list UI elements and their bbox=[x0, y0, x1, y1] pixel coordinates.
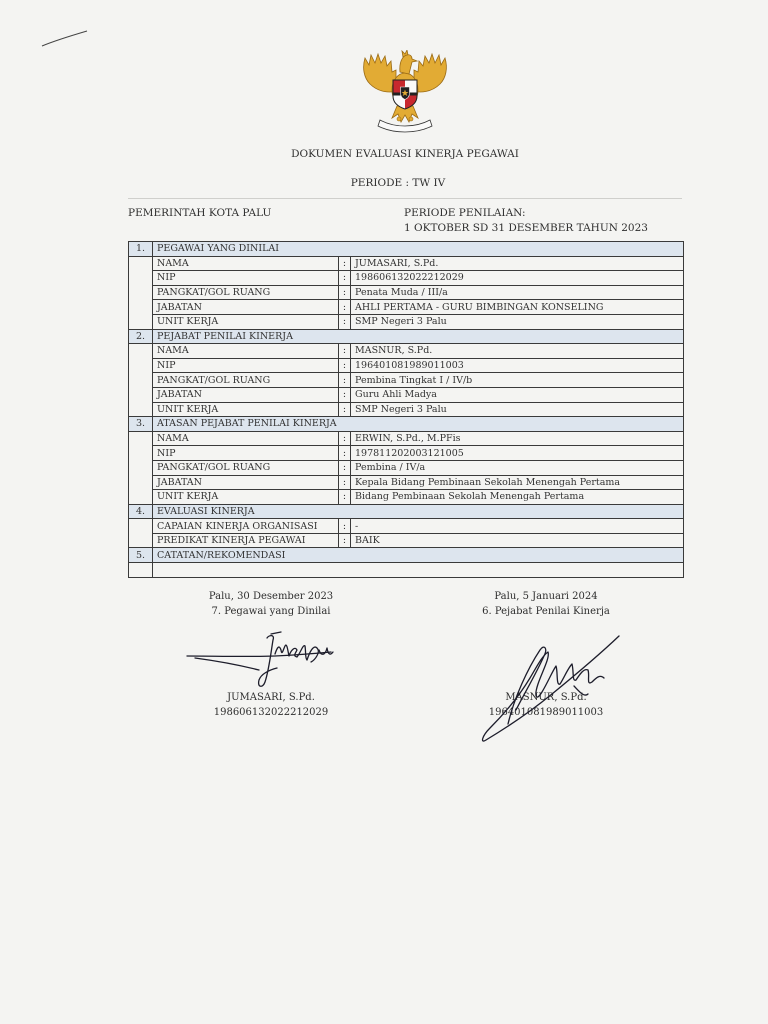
field-row bbox=[129, 490, 684, 505]
field-row bbox=[129, 344, 684, 359]
employee-sign-role: 7. Pegawai yang Dinilai bbox=[211, 606, 331, 617]
field-separator: : bbox=[339, 402, 351, 417]
field-separator: : bbox=[339, 519, 351, 534]
header-divider bbox=[128, 198, 682, 199]
field-separator: : bbox=[339, 387, 351, 402]
employee-sign-nip: 198606132022212029 bbox=[213, 707, 329, 718]
field-separator: : bbox=[339, 358, 351, 373]
field-label: NIP bbox=[153, 446, 339, 461]
garuda-claw-right bbox=[409, 117, 413, 121]
field-row bbox=[129, 460, 684, 475]
assessment-period-value: 1 OKTOBER SD 31 DESEMBER TAHUN 2023 bbox=[404, 222, 648, 234]
field-row bbox=[129, 358, 684, 373]
signature-stroke bbox=[319, 648, 333, 654]
section-header bbox=[129, 504, 684, 519]
garuda-shield bbox=[393, 80, 417, 109]
field-value: SMP Negeri 3 Palu bbox=[351, 402, 684, 417]
assessor-sign-name: MASNUR, S.Pd. bbox=[505, 692, 587, 703]
section-title: EVALUASI KINERJA bbox=[153, 504, 684, 519]
field-row bbox=[129, 271, 684, 286]
field-value: Guru Ahli Madya bbox=[351, 387, 684, 402]
field-separator: : bbox=[339, 373, 351, 388]
field-separator: : bbox=[339, 460, 351, 475]
field-separator: : bbox=[339, 533, 351, 548]
field-separator: : bbox=[339, 475, 351, 490]
field-row bbox=[129, 431, 684, 446]
field-label: UNIT KERJA bbox=[153, 314, 339, 329]
signature-stroke bbox=[483, 636, 619, 741]
field-separator: : bbox=[339, 314, 351, 329]
field-row bbox=[129, 256, 684, 271]
field-separator: : bbox=[339, 431, 351, 446]
section-number: 1. bbox=[129, 242, 153, 257]
field-value: 196401081989011003 bbox=[351, 358, 684, 373]
field-value: MASNUR, S.Pd. bbox=[351, 344, 684, 359]
section-number-cell bbox=[129, 344, 153, 417]
field-label: NIP bbox=[153, 271, 339, 286]
field-row bbox=[129, 314, 684, 329]
field-value: ERWIN, S.Pd., M.PFis bbox=[351, 431, 684, 446]
field-value: Pembina Tingkat I / IV/b bbox=[351, 373, 684, 388]
field-separator: : bbox=[339, 344, 351, 359]
field-value: - bbox=[351, 519, 684, 534]
agency-name: PEMERINTAH KOTA PALU bbox=[128, 207, 272, 219]
field-row bbox=[129, 402, 684, 417]
assessor-sign-date: Palu, 5 Januari 2024 bbox=[494, 591, 598, 602]
field-value: AHLI PERTAMA - GURU BIMBINGAN KONSELING bbox=[351, 300, 684, 315]
field-value: Penata Muda / III/a bbox=[351, 285, 684, 300]
section-number-cell bbox=[129, 563, 153, 578]
section-title: CATATAN/REKOMENDASI bbox=[153, 548, 684, 563]
section-number-cell bbox=[129, 431, 153, 504]
notes-field bbox=[153, 563, 684, 578]
field-label: NIP bbox=[153, 358, 339, 373]
field-value: 197811202003121005 bbox=[351, 446, 684, 461]
field-value: Bidang Pembinaan Sekolah Menengah Pertama bbox=[351, 490, 684, 505]
section-number: 3. bbox=[129, 417, 153, 432]
signature-stroke bbox=[271, 632, 281, 634]
field-row bbox=[129, 533, 684, 548]
section-header bbox=[129, 329, 684, 344]
signature-stroke bbox=[574, 686, 588, 695]
field-value: BAIK bbox=[351, 533, 684, 548]
section-number: 5. bbox=[129, 548, 153, 563]
field-label: NAMA bbox=[153, 256, 339, 271]
field-label: PREDIKAT KINERJA PEGAWAI bbox=[153, 533, 339, 548]
assessor-sign-role: 6. Pejabat Penilai Kinerja bbox=[482, 606, 610, 617]
section-title: PEGAWAI YANG DINILAI bbox=[153, 242, 684, 257]
field-separator: : bbox=[339, 256, 351, 271]
document-period: PERIODE : TW IV bbox=[350, 177, 446, 189]
field-row bbox=[129, 475, 684, 490]
employee-sign-name: JUMASARI, S.Pd. bbox=[227, 692, 315, 703]
assessor-sign-nip: 196401081989011003 bbox=[488, 707, 604, 718]
field-value: SMP Negeri 3 Palu bbox=[351, 314, 684, 329]
notes-row bbox=[129, 563, 684, 578]
section-number: 2. bbox=[129, 329, 153, 344]
field-label: UNIT KERJA bbox=[153, 402, 339, 417]
section-header bbox=[129, 417, 684, 432]
field-label: JABATAN bbox=[153, 300, 339, 315]
pen-stroke bbox=[42, 31, 87, 46]
field-separator: : bbox=[339, 446, 351, 461]
signature-stroke bbox=[195, 658, 259, 670]
field-value: Kepala Bidang Pembinaan Sekolah Menengah Pertama bbox=[351, 475, 684, 490]
field-label: UNIT KERJA bbox=[153, 490, 339, 505]
field-row bbox=[129, 446, 684, 461]
employee-signature-icon bbox=[185, 630, 335, 695]
field-label: PANGKAT/GOL RUANG bbox=[153, 285, 339, 300]
field-separator: : bbox=[339, 490, 351, 505]
field-value: 198606132022212029 bbox=[351, 271, 684, 286]
field-label: NAMA bbox=[153, 431, 339, 446]
field-value: JUMASARI, S.Pd. bbox=[351, 256, 684, 271]
field-label: PANGKAT/GOL RUANG bbox=[153, 460, 339, 475]
field-label: NAMA bbox=[153, 344, 339, 359]
field-label: JABATAN bbox=[153, 387, 339, 402]
field-row bbox=[129, 300, 684, 315]
section-title: ATASAN PEJABAT PENILAI KINERJA bbox=[153, 417, 684, 432]
employee-sign-date: Palu, 30 Desember 2023 bbox=[208, 591, 334, 602]
assessor-signature-icon bbox=[478, 628, 624, 746]
garuda-ribbon bbox=[378, 120, 432, 132]
garuda-claw-left bbox=[397, 117, 401, 121]
field-row bbox=[129, 519, 684, 534]
field-separator: : bbox=[339, 271, 351, 286]
document-title: DOKUMEN EVALUASI KINERJA PEGAWAI bbox=[291, 148, 519, 160]
section-title: PEJABAT PENILAI KINERJA bbox=[153, 329, 684, 344]
field-separator: : bbox=[339, 285, 351, 300]
field-value: Pembina / IV/a bbox=[351, 460, 684, 475]
field-label: JABATAN bbox=[153, 475, 339, 490]
field-row bbox=[129, 373, 684, 388]
field-label: PANGKAT/GOL RUANG bbox=[153, 373, 339, 388]
section-number-cell bbox=[129, 519, 153, 548]
field-label: CAPAIAN KINERJA ORGANISASI bbox=[153, 519, 339, 534]
section-header bbox=[129, 548, 684, 563]
section-number-cell bbox=[129, 256, 153, 329]
section-header bbox=[129, 242, 684, 257]
assessment-period-label: PERIODE PENILAIAN: bbox=[404, 207, 526, 219]
signature-stroke bbox=[259, 636, 277, 687]
section-number: 4. bbox=[129, 504, 153, 519]
field-row bbox=[129, 285, 684, 300]
pen-stroke-mark bbox=[40, 28, 90, 50]
garuda-emblem-icon bbox=[360, 50, 450, 135]
field-row bbox=[129, 387, 684, 402]
evaluation-table bbox=[128, 241, 684, 578]
field-separator: : bbox=[339, 300, 351, 315]
